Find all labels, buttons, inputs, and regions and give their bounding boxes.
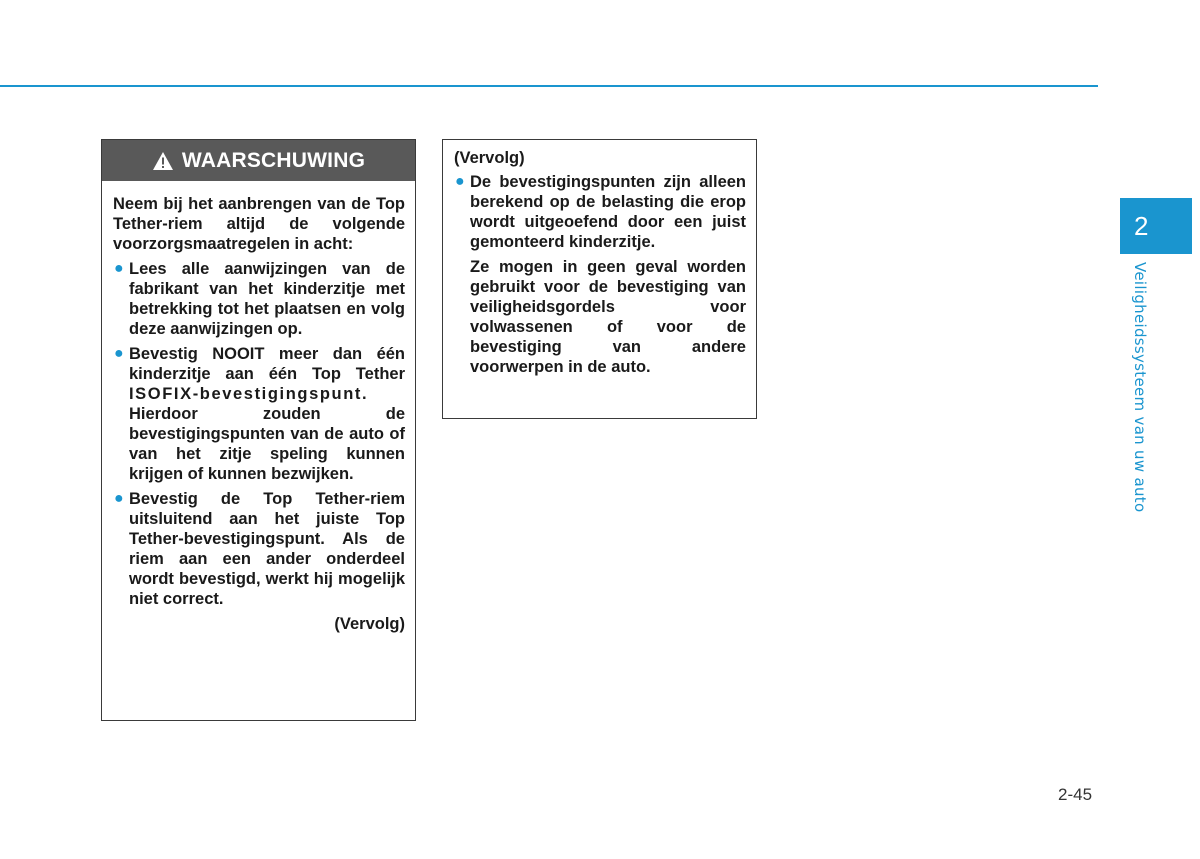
chapter-tab: 2 [1120, 198, 1192, 254]
warning-box [101, 139, 416, 721]
bullet-dot: ● [114, 490, 124, 507]
warning-title: WAARSCHUWING [181, 148, 366, 172]
list-item: ● Lees alle aanwijzingen van de fabrikant van het kinderzitje met betrekking tot het plaatsen en volg deze aanwijzingen op. [114, 260, 405, 338]
list-item: ● Bevestig de Top Tether-riem uitsluitend aan het juiste Top Tether-bevestigingspunt. Als de riem aan een ander onderdeel wordt bevestigd, werkt hij mogelijk niet correct. [114, 490, 405, 608]
chapter-title: Veiligheidssysteem van uw auto [1131, 262, 1149, 513]
warning-triangle-icon [152, 151, 174, 171]
continued-box [442, 139, 757, 419]
page-number: 2-45 [1058, 785, 1093, 804]
bullet-dot: ● [114, 345, 124, 362]
warning-header [102, 140, 415, 181]
bullet-dot: ● [114, 260, 124, 277]
bullet-dot: ● [455, 173, 465, 190]
list-item: ● Bevestig NOOIT meer dan één kinderzitje aan één Top Tether ISOFIX-bevestigingspunt. Hierdoor zouden de bevestigingspunten van de auto of van het zitje speling kunnen krijgen of kunnen bezwijken. [114, 345, 405, 483]
top-rule [0, 85, 1098, 87]
continued-heading: (Vervolg) [454, 149, 525, 167]
warning-intro: Neem bij het aanbrengen van de Top Tether-riem altijd de volgende voorzorgsmaatregelen in acht: [113, 195, 405, 253]
continued-label: (Vervolg) [334, 615, 405, 633]
continued-paragraph: Ze mogen in geen geval worden gebruikt voor de bevestiging van veiligheidsgordels voor volwassenen of voor de bevestiging van andere voorwerpen in de auto. [470, 258, 746, 376]
list-item: ● De bevestigingspunten zijn alleen berekend op de belasting die erop wordt uitgeoefend door een juist gemonteerd kinderzitje. [455, 173, 746, 251]
